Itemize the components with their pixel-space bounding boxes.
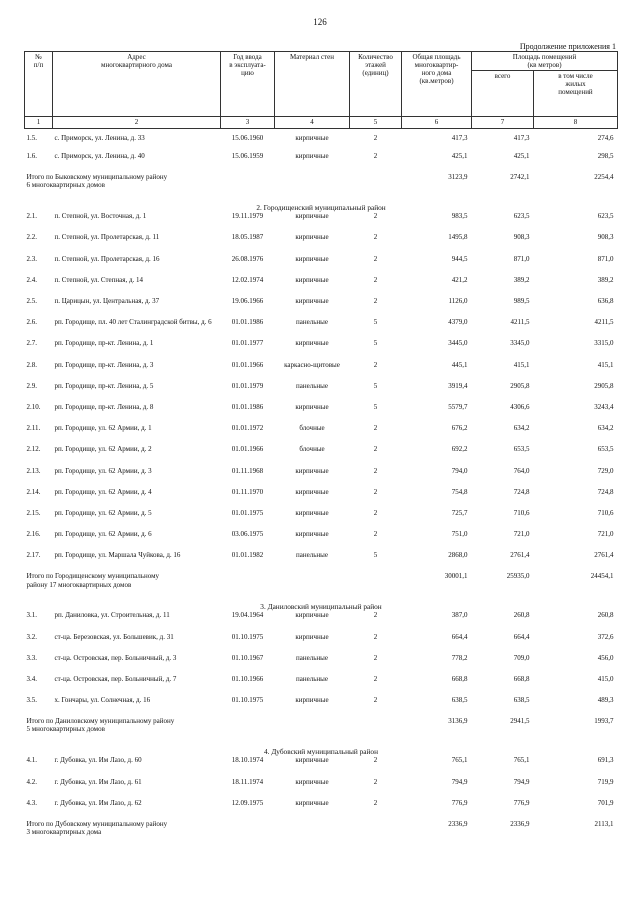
commission-date-cell: 01.01.1979 (231, 381, 264, 390)
living-area-cell: 634,2 (597, 424, 614, 433)
commission-date-cell: 01.01.1986 (231, 402, 264, 411)
wall-material-cell: кирпичные (295, 777, 329, 786)
total-area-cell: 638,5 (451, 696, 468, 705)
commission-date-cell: 12.09.1975 (231, 798, 264, 807)
all-area-cell: 664,4 (513, 632, 530, 641)
commission-date-cell: 18.10.1974 (231, 756, 264, 765)
table-header (25, 52, 618, 129)
address-cell: рп. Городище, ул. 62 Армии, д. 1 (54, 424, 152, 433)
row-number-cell: 4.3. (26, 798, 37, 807)
table-row (25, 778, 618, 799)
living-area-cell: 721,0 (597, 530, 614, 539)
all-area-cell: 2941,5 (510, 717, 530, 726)
floors-cell: 2 (373, 487, 378, 496)
table-row (25, 403, 618, 424)
total-area-cell: 425,1 (451, 152, 468, 161)
floors-cell: 5 (373, 402, 378, 411)
address-cell: г. Дубовка, ул. Им Лазо, д. 60 (54, 756, 142, 765)
section-heading-row (25, 740, 618, 756)
row-number-cell: 2.1. (26, 212, 37, 221)
floors-cell: 2 (373, 632, 378, 641)
total-area-cell: 3919,4 (448, 381, 468, 390)
row-number-cell: 2.7. (26, 339, 37, 348)
table-row (25, 382, 618, 403)
total-area-cell: 3123,9 (448, 173, 468, 182)
table-row (25, 318, 618, 339)
floors-cell: 2 (373, 466, 378, 475)
wall-material-cell: кирпичные (295, 233, 329, 242)
total-area-cell: 664,4 (451, 632, 468, 641)
living-area-cell: 623,5 (597, 212, 614, 221)
header-all: всего (472, 71, 534, 117)
living-area-cell: 724,8 (597, 487, 614, 496)
total-area-cell: 668,8 (451, 675, 468, 684)
total-label: Итого по Дубовскому муниципальному району 3 многоквартирных дома (26, 819, 168, 837)
total-area-cell: 30001,1 (444, 572, 468, 581)
table-row (25, 212, 618, 233)
living-area-cell: 298,5 (597, 152, 614, 161)
table-row (25, 799, 618, 820)
total-area-cell: 754,8 (451, 487, 468, 496)
total-area-cell: 794,9 (451, 777, 468, 786)
floors-cell: 5 (373, 318, 378, 327)
floors-cell: 2 (373, 152, 378, 161)
all-area-cell: 415,1 (513, 360, 530, 369)
commission-date-cell: 19.06.1966 (231, 297, 264, 306)
table-row (25, 276, 618, 297)
commission-date-cell: 12.02.1974 (231, 275, 264, 284)
living-area-cell: 274,6 (597, 134, 614, 143)
address-cell: рп. Даниловка, ул. Строительная, д. 11 (54, 611, 170, 620)
all-area-cell: 389,2 (513, 275, 530, 284)
table-row (25, 509, 618, 530)
row-number-cell: 2.5. (26, 297, 37, 306)
living-area-cell: 691,3 (597, 756, 614, 765)
address-cell: рп. Городище, ул. Маршала Чуйкова, д. 16 (54, 551, 181, 560)
all-area-cell: 2761,4 (510, 551, 530, 560)
total-area-cell: 417,3 (451, 134, 468, 143)
living-area-cell: 710,6 (597, 508, 614, 517)
commission-date-cell: 01.01.1966 (231, 445, 264, 454)
row-number-cell: 2.13. (26, 466, 41, 475)
total-area-cell: 2336,9 (448, 819, 468, 828)
commission-date-cell: 01.01.1966 (231, 360, 264, 369)
floors-cell: 2 (373, 777, 378, 786)
floors-cell: 2 (373, 233, 378, 242)
all-area-cell: 709,0 (513, 653, 530, 662)
total-area-cell: 751,0 (451, 530, 468, 539)
wall-material-cell: кирпичные (295, 530, 329, 539)
table-row (25, 445, 618, 466)
address-cell: с. Приморск, ул. Ленина, д. 40 (54, 152, 145, 161)
table-row (25, 424, 618, 445)
living-area-cell: 24454,1 (590, 572, 614, 581)
section-heading: 2. Городищенский муниципальный район (256, 202, 386, 212)
total-area-cell: 3136,9 (448, 717, 468, 726)
wall-material-cell: панельные (296, 653, 328, 662)
table-row (25, 488, 618, 509)
all-area-cell: 417,3 (513, 134, 530, 143)
row-number-cell: 2.2. (26, 233, 37, 242)
total-area-cell: 778,2 (451, 653, 468, 662)
living-area-cell: 489,3 (597, 696, 614, 705)
col-number: 8 (534, 117, 618, 129)
wall-material-cell: кирпичные (295, 798, 329, 807)
commission-date-cell: 01.01.1982 (231, 551, 264, 560)
total-area-cell: 725,7 (451, 508, 468, 517)
living-area-cell: 1993,7 (594, 717, 614, 726)
total-label: Итого по Городищенскому муниципальному району 17 многоквартирных домов (26, 572, 160, 589)
row-number-cell: 3.4. (26, 675, 37, 684)
table-row (25, 255, 618, 276)
row-number-cell: 2.12. (26, 445, 41, 454)
floors-cell: 2 (373, 696, 378, 705)
address-cell: ст-ца. Островская, пер. Больничный, д. 3 (54, 653, 177, 662)
wall-material-cell: кирпичные (295, 152, 329, 161)
row-number-cell: 2.8. (26, 360, 37, 369)
header-column-numbers (25, 117, 618, 129)
row-number-cell: 2.16. (26, 530, 41, 539)
table-row (25, 696, 618, 717)
commission-date-cell: 01.10.1967 (231, 653, 264, 662)
total-row (25, 572, 618, 595)
all-area-cell: 623,5 (513, 212, 530, 221)
all-area-cell: 260,8 (513, 611, 530, 620)
all-area-cell: 724,8 (513, 487, 530, 496)
address-cell: рп. Городище, пл. 40 лет Сталинградской битвы, д. 6 (54, 318, 212, 327)
address-cell: рп. Городище, пр-кт. Ленина, д. 3 (54, 360, 154, 369)
address-cell: рп. Городище, ул. 62 Армии, д. 5 (54, 508, 152, 517)
total-row (25, 820, 618, 843)
address-cell: рп. Городище, пр-кт. Ленина, д. 5 (54, 381, 154, 390)
living-area-cell: 719,9 (597, 777, 614, 786)
living-area-cell: 3315,0 (594, 339, 614, 348)
address-cell: г. Дубовка, ул. Им Лазо, д. 62 (54, 798, 142, 807)
table-row (25, 233, 618, 254)
continuation-label: Продолжение приложения 1 (519, 42, 616, 51)
wall-material-cell: кирпичные (295, 297, 329, 306)
table-row (25, 361, 618, 382)
address-cell: рп. Городище, пр-кт. Ленина, д. 8 (54, 402, 154, 411)
row-number-cell: 1.6. (26, 152, 37, 161)
floors-cell: 5 (373, 381, 378, 390)
all-area-cell: 2905,8 (510, 381, 530, 390)
wall-material-cell: кирпичные (295, 611, 329, 620)
table-row (25, 467, 618, 488)
col-number: 6 (402, 117, 472, 129)
living-area-cell: 3243,4 (594, 402, 614, 411)
total-area-cell: 983,5 (451, 212, 468, 221)
table-row (25, 152, 618, 173)
wall-material-cell: блочные (299, 445, 325, 454)
all-area-cell: 721,0 (513, 530, 530, 539)
floors-cell: 2 (373, 254, 378, 263)
wall-material-cell: панельные (296, 675, 328, 684)
all-area-cell: 776,9 (513, 798, 530, 807)
commission-date-cell: 19.04.1964 (231, 611, 264, 620)
header-year: Год ввода в эксплуата- цию (221, 52, 275, 117)
wall-material-cell: кирпичные (295, 339, 329, 348)
all-area-cell: 794,9 (513, 777, 530, 786)
col-number: 4 (275, 117, 350, 129)
row-number-cell: 2.14. (26, 487, 41, 496)
commission-date-cell: 01.11.1968 (231, 466, 264, 475)
total-area-cell: 794,0 (451, 466, 468, 475)
all-area-cell: 765,1 (513, 756, 530, 765)
address-cell: х. Гончары, ул. Солнечная, д. 16 (54, 696, 151, 705)
total-row (25, 173, 618, 196)
all-area-cell: 871,0 (513, 254, 530, 263)
row-number-cell: 2.3. (26, 254, 37, 263)
wall-material-cell: кирпичные (295, 487, 329, 496)
all-area-cell: 4306,6 (510, 402, 530, 411)
commission-date-cell: 01.01.1977 (231, 339, 264, 348)
all-area-cell: 908,3 (513, 233, 530, 242)
floors-cell: 2 (373, 798, 378, 807)
all-area-cell: 3345,0 (510, 339, 530, 348)
table-row (25, 675, 618, 696)
section-heading-row (25, 595, 618, 611)
wall-material-cell: кирпичные (295, 508, 329, 517)
header-material: Материал стен (275, 52, 350, 117)
col-number: 1 (25, 117, 53, 129)
header-num: № п/п (25, 52, 53, 117)
row-number-cell: 3.3. (26, 653, 37, 662)
header-address: Адрес многоквартирного дома (53, 52, 221, 117)
table-body (25, 129, 618, 843)
total-area-cell: 5579,7 (448, 402, 468, 411)
address-cell: г. Дубовка, ул. Им Лазо, д. 61 (54, 777, 142, 786)
commission-date-cell: 26.08.1976 (231, 254, 264, 263)
living-area-cell: 456,0 (597, 653, 614, 662)
total-area-cell: 765,1 (451, 756, 468, 765)
wall-material-cell: панельные (296, 551, 328, 560)
living-area-cell: 2254,4 (594, 173, 614, 182)
living-area-cell: 4211,5 (594, 318, 614, 327)
floors-cell: 2 (373, 212, 378, 221)
floors-cell: 2 (373, 134, 378, 143)
row-number-cell: 2.6. (26, 318, 37, 327)
total-area-cell: 3445,0 (448, 339, 468, 348)
table-row (25, 129, 618, 153)
total-area-cell: 692,2 (451, 445, 468, 454)
floors-cell: 2 (373, 756, 378, 765)
total-area-cell: 445,1 (451, 360, 468, 369)
commission-date-cell: 01.01.1986 (231, 318, 264, 327)
total-row (25, 717, 618, 740)
wall-material-cell: кирпичные (295, 756, 329, 765)
floors-cell: 2 (373, 530, 378, 539)
table-row (25, 297, 618, 318)
floors-cell: 2 (373, 653, 378, 662)
floors-cell: 2 (373, 275, 378, 284)
commission-date-cell: 03.06.1975 (231, 530, 264, 539)
table-row (25, 633, 618, 654)
wall-material-cell: панельные (296, 381, 328, 390)
header-total-area: Общая площадь многоквартир- ного дома (кв.метров) (402, 52, 472, 117)
address-cell: ст-ца. Островская, пер. Больничный, д. 7 (54, 675, 177, 684)
living-area-cell: 389,2 (597, 275, 614, 284)
col-number: 5 (350, 117, 402, 129)
all-area-cell: 4211,5 (510, 318, 530, 327)
row-number-cell: 2.11. (26, 424, 41, 433)
row-number-cell: 3.5. (26, 696, 37, 705)
header-premises-area: Площадь помещений (кв метров) (472, 52, 618, 71)
wall-material-cell: каркасно-щитовые (284, 360, 340, 369)
all-area-cell: 668,8 (513, 675, 530, 684)
address-cell: п. Степной, ул. Восточная, д. 1 (54, 212, 147, 221)
section-heading: 3. Даниловский муниципальный район (260, 602, 382, 612)
address-cell: рп. Городище, пр-кт. Ленина, д. 1 (54, 339, 154, 348)
all-area-cell: 2336,9 (510, 819, 530, 828)
housing-table (24, 51, 618, 843)
floors-cell: 2 (373, 675, 378, 684)
wall-material-cell: кирпичные (295, 402, 329, 411)
commission-date-cell: 01.01.1975 (231, 508, 264, 517)
wall-material-cell: кирпичные (295, 275, 329, 284)
section-heading: 4. Дубовский муниципальный район (264, 747, 378, 757)
living-area-cell: 372,6 (597, 632, 614, 641)
table-row (25, 530, 618, 551)
total-area-cell: 1495,8 (448, 233, 468, 242)
row-number-cell: 4.1. (26, 756, 37, 765)
total-area-cell: 387,0 (451, 611, 468, 620)
commission-date-cell: 18.05.1987 (231, 233, 264, 242)
row-number-cell: 3.2. (26, 632, 37, 641)
table-row (25, 339, 618, 360)
all-area-cell: 634,2 (513, 424, 530, 433)
living-area-cell: 415,1 (597, 360, 614, 369)
header-living: в том числе жилых помещений (534, 71, 618, 117)
col-number: 2 (53, 117, 221, 129)
row-number-cell: 2.4. (26, 275, 37, 284)
address-cell: п. Степной, ул. Степная, д. 14 (54, 275, 144, 284)
living-area-cell: 701,9 (597, 798, 614, 807)
address-cell: рп. Городище, ул. 62 Армии, д. 2 (54, 445, 152, 454)
all-area-cell: 425,1 (513, 152, 530, 161)
living-area-cell: 415,0 (597, 675, 614, 684)
all-area-cell: 710,6 (513, 508, 530, 517)
living-area-cell: 260,8 (597, 611, 614, 620)
wall-material-cell: кирпичные (295, 466, 329, 475)
total-label: Итого по Быковскому муниципальному району 6 многоквартирных домов (26, 173, 168, 190)
floors-cell: 2 (373, 508, 378, 517)
living-area-cell: 636,8 (597, 297, 614, 306)
table-row (25, 611, 618, 632)
row-number-cell: 4.2. (26, 777, 37, 786)
all-area-cell: 638,5 (513, 696, 530, 705)
address-cell: ст-ца. Березовская, ул. Большевик, д. 31 (54, 632, 174, 641)
table-row (25, 756, 618, 777)
address-cell: п. Степной, ул. Пролетарская, д. 16 (54, 254, 160, 263)
row-number-cell: 2.10. (26, 402, 41, 411)
col-number: 7 (472, 117, 534, 129)
row-number-cell: 1.5. (26, 134, 37, 143)
living-area-cell: 729,0 (597, 466, 614, 475)
table-row (25, 654, 618, 675)
page-number: 126 (313, 17, 327, 27)
wall-material-cell: кирпичные (295, 696, 329, 705)
row-number-cell: 2.9. (26, 381, 37, 390)
floors-cell: 5 (373, 339, 378, 348)
address-cell: рп. Городище, ул. 62 Армии, д. 6 (54, 530, 152, 539)
all-area-cell: 653,5 (513, 445, 530, 454)
address-cell: с. Приморск, ул. Ленина, д. 33 (54, 134, 145, 143)
living-area-cell: 908,3 (597, 233, 614, 242)
total-area-cell: 421,2 (451, 275, 468, 284)
total-area-cell: 4379,0 (448, 318, 468, 327)
all-area-cell: 2742,1 (510, 173, 530, 182)
total-area-cell: 1126,0 (448, 297, 468, 306)
commission-date-cell: 01.10.1975 (231, 696, 264, 705)
commission-date-cell: 19.11.1979 (231, 212, 264, 221)
living-area-cell: 2905,8 (594, 381, 614, 390)
living-area-cell: 2113,1 (594, 819, 614, 828)
total-area-cell: 676,2 (451, 424, 468, 433)
wall-material-cell: кирпичные (295, 632, 329, 641)
living-area-cell: 871,0 (597, 254, 614, 263)
section-heading-row (25, 196, 618, 212)
commission-date-cell: 01.10.1975 (231, 632, 264, 641)
wall-material-cell: кирпичные (295, 134, 329, 143)
address-cell: рп. Городище, ул. 62 Армии, д. 3 (54, 466, 152, 475)
commission-date-cell: 01.10.1966 (231, 675, 264, 684)
living-area-cell: 653,5 (597, 445, 614, 454)
address-cell: п. Царицын, ул. Центральная, д. 37 (54, 297, 160, 306)
row-number-cell: 3.1. (26, 611, 37, 620)
commission-date-cell: 15.06.1960 (231, 134, 264, 143)
row-number-cell: 2.17. (26, 551, 41, 560)
commission-date-cell: 01.11.1970 (231, 487, 264, 496)
floors-cell: 2 (373, 297, 378, 306)
wall-material-cell: кирпичные (295, 254, 329, 263)
living-area-cell: 2761,4 (594, 551, 614, 560)
all-area-cell: 989,5 (513, 297, 530, 306)
wall-material-cell: панельные (296, 318, 328, 327)
address-cell: рп. Городище, ул. 62 Армии, д. 4 (54, 487, 152, 496)
total-area-cell: 944,5 (451, 254, 468, 263)
all-area-cell: 764,0 (513, 466, 530, 475)
row-number-cell: 2.15. (26, 508, 41, 517)
floors-cell: 2 (373, 360, 378, 369)
address-cell: п. Степной, ул. Пролетарская, д. 11 (54, 233, 160, 242)
total-area-cell: 776,9 (451, 798, 468, 807)
floors-cell: 2 (373, 445, 378, 454)
commission-date-cell: 18.11.1974 (231, 777, 264, 786)
wall-material-cell: кирпичные (295, 212, 329, 221)
wall-material-cell: блочные (299, 424, 325, 433)
floors-cell: 2 (373, 611, 378, 620)
commission-date-cell: 15.06.1959 (231, 152, 264, 161)
total-area-cell: 2868,0 (448, 551, 468, 560)
commission-date-cell: 01.01.1972 (231, 424, 264, 433)
floors-cell: 5 (373, 551, 378, 560)
floors-cell: 2 (373, 424, 378, 433)
col-number: 3 (221, 117, 275, 129)
header-floors: Количество этажей (единиц) (350, 52, 402, 117)
all-area-cell: 25935,0 (506, 572, 530, 581)
total-label: Итого по Даниловскому муниципальному району 5 многоквартирных домов (26, 717, 175, 734)
table-row (25, 551, 618, 572)
